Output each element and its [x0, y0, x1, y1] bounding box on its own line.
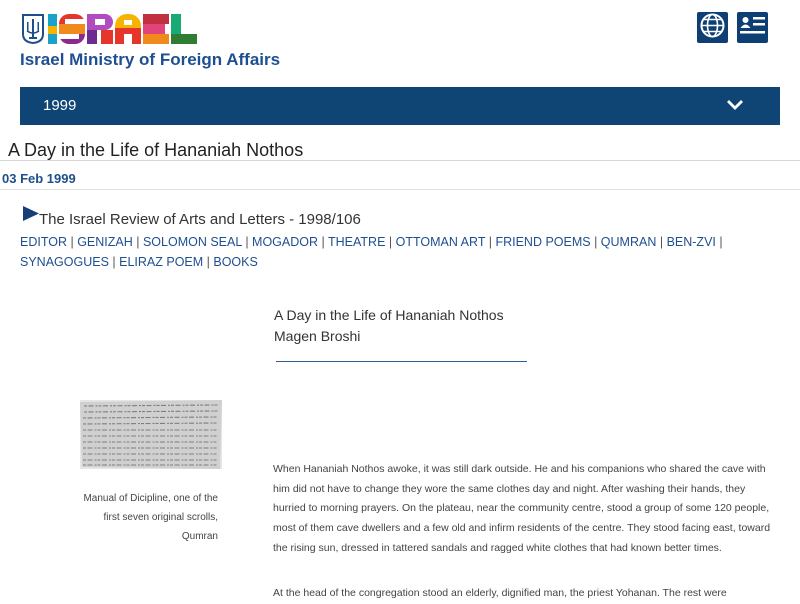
image-caption — [70, 489, 218, 546]
article-paragraph: At the head of the congregation stood an elderly, dignified man, the priest Yohanan. The rest were — [273, 587, 727, 599]
link-separator: | — [132, 235, 143, 249]
topic-link[interactable]: ELIRAZ POEM — [119, 255, 204, 269]
israel-logo[interactable] — [48, 14, 199, 44]
state-emblem-icon — [20, 13, 46, 45]
topic-link[interactable]: SYNAGOGUES — [20, 255, 109, 269]
caption-line: Qumran — [181, 531, 218, 542]
link-separator: | — [485, 235, 496, 249]
play-arrow-icon — [23, 206, 39, 226]
article-author: Magen Broshi — [274, 328, 361, 344]
link-separator: | — [108, 255, 120, 269]
globe-icon — [699, 12, 726, 44]
article-paragraph: When Hananiah Nothos awoke, it was still dark outside. He and his companions who shared the cave with him did not have to change they wore the same clothes day and night. After washing their hands, they hurried to morning prayers. On the plateau, near the community centre, stood a group of some 120 people, most of them cave dwellers and a few old and infirm residents of the centre. They stood facing east, toward the rising sun, dressed in tattered sandals and ragged white clothes that had known better times. — [273, 463, 771, 554]
page-title: A Day in the Life of Hananiah Nothos — [8, 140, 304, 160]
topic-links — [20, 232, 780, 272]
menu-button[interactable] — [737, 12, 768, 43]
topic-link[interactable]: SOLOMON SEAL — [142, 235, 242, 249]
chevron-down-icon — [726, 98, 744, 117]
divider — [0, 189, 800, 190]
caption-line: Manual of Dicipline, one of the — [83, 493, 218, 504]
divider — [276, 361, 527, 362]
topic-link[interactable]: GENIZAH — [77, 235, 133, 249]
topic-link[interactable]: FRIEND POEMS — [495, 235, 591, 249]
caption-line: first seven original scrolls, — [103, 512, 218, 523]
topic-link[interactable]: EDITOR — [20, 235, 67, 249]
link-separator: | — [385, 235, 396, 249]
topic-link[interactable]: QUMRAN — [600, 235, 657, 249]
year-label: 1999 — [43, 97, 77, 114]
topic-link[interactable]: MOGADOR — [252, 235, 319, 249]
scroll-image — [80, 400, 222, 469]
topic-link[interactable]: BEN-ZVI — [666, 235, 716, 249]
site-title[interactable]: Israel Ministry of Foreign Affairs — [20, 50, 281, 69]
review-title: The Israel Review of Arts and Letters - 1998/106 — [39, 211, 361, 228]
link-separator: | — [203, 255, 214, 269]
topic-link[interactable]: OTTOMAN ART — [395, 235, 486, 249]
link-separator: | — [241, 235, 253, 249]
year-dropdown[interactable] — [20, 87, 780, 125]
link-separator: | — [715, 235, 723, 249]
article-date: 03 Feb 1999 — [2, 171, 76, 186]
link-separator: | — [67, 235, 78, 249]
menu-card-icon — [739, 14, 766, 41]
topic-link[interactable]: THEATRE — [328, 235, 386, 249]
link-separator: | — [318, 235, 328, 249]
link-separator: | — [656, 235, 667, 249]
divider — [0, 160, 800, 161]
link-separator: | — [590, 235, 601, 249]
language-button[interactable] — [697, 12, 728, 43]
topic-link[interactable]: BOOKS — [213, 255, 258, 269]
article-subtitle: A Day in the Life of Hananiah Nothos — [274, 307, 504, 323]
